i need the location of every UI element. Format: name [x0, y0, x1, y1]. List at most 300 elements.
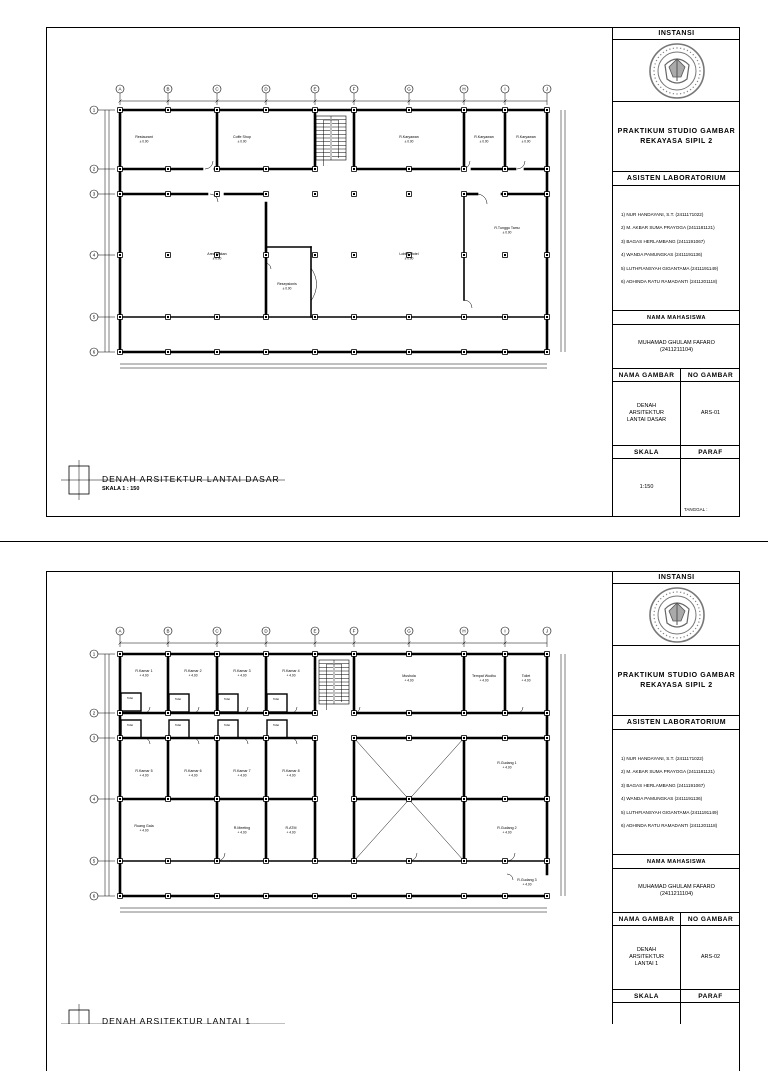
- room-label: R.Gudang 2: [497, 826, 517, 830]
- room-label: Toilet: [272, 724, 280, 727]
- column-core: [504, 712, 506, 714]
- mahasiswa-cell: [613, 324, 740, 368]
- column-core: [167, 895, 169, 897]
- grid-bubble-row-label: 2: [92, 166, 96, 172]
- room-label: Toilet: [126, 724, 134, 727]
- logo-lettering-dot: [686, 634, 687, 635]
- logo-cell: [613, 39, 740, 101]
- column-core: [167, 798, 169, 800]
- bathroom: [218, 694, 238, 712]
- mahasiswa-nim: (2411211104): [659, 890, 694, 897]
- room-level: + 4.00: [139, 828, 149, 833]
- logo-lettering-dot: [676, 637, 677, 638]
- column-core: [463, 254, 465, 256]
- room-label: Area Makan: [207, 252, 227, 256]
- column-core: [216, 860, 218, 862]
- column-core: [314, 712, 316, 714]
- logo-lettering-dot: [699, 73, 700, 74]
- skala-value: 1:150: [639, 484, 654, 490]
- room-label: R.Gudang 3: [517, 878, 537, 882]
- column-core: [546, 895, 548, 897]
- room-label: R.Karyawan: [516, 135, 536, 139]
- asisten-item: 3) BAGAS HERLAMBANG (2411191067): [621, 238, 705, 244]
- logo-lettering-dot: [696, 80, 697, 81]
- paraf-label: PARAF: [698, 448, 723, 456]
- column-core: [265, 351, 267, 353]
- room-label: Toilet: [521, 674, 531, 678]
- logo-lettering-dot: [672, 47, 673, 48]
- logo-lettering-dot: [672, 591, 673, 592]
- column-core: [167, 653, 169, 655]
- column-core: [504, 109, 506, 111]
- logo-lettering-dot: [689, 88, 690, 89]
- column-core: [167, 737, 169, 739]
- grid-bubble-column-label: A: [118, 628, 122, 634]
- logo-lettering-dot: [679, 591, 680, 592]
- room-level: + 4.00: [139, 673, 149, 678]
- column-core: [119, 109, 121, 111]
- column-core: [216, 351, 218, 353]
- column-core: [119, 254, 121, 256]
- room-level: ± 0.00: [282, 286, 292, 291]
- project-title-line1: PRAKTIKUM STUDIO GAMBAR: [617, 671, 736, 679]
- room-label: R.Kamar 2: [184, 669, 202, 673]
- column-core: [167, 254, 169, 256]
- grid-bubble-column-label: F: [352, 86, 356, 92]
- column-core: [216, 109, 218, 111]
- paraf-label: PARAF: [698, 992, 723, 1000]
- grid-bubble-row-label: 3: [92, 735, 96, 741]
- column-core: [463, 316, 465, 318]
- logo-lettering-dot: [683, 92, 684, 93]
- column-core: [463, 712, 465, 714]
- logo-lettering-dot: [679, 93, 680, 94]
- grid-bubble-column-label: B: [166, 628, 170, 634]
- logo-lettering-dot: [657, 56, 658, 57]
- column-core: [265, 254, 267, 256]
- room-level: + 4.00: [188, 773, 198, 778]
- logo-lettering-dot: [676, 93, 677, 94]
- room-label: R.ATM: [285, 826, 297, 830]
- logo-lettering-dot: [699, 617, 700, 618]
- column-core: [463, 737, 465, 739]
- column-core: [504, 737, 506, 739]
- room-label: R.Karyawan: [474, 135, 494, 139]
- grid-bubble-row-label: 6: [92, 349, 96, 355]
- column-core: [504, 895, 506, 897]
- logo-lettering-dot: [657, 600, 658, 601]
- ground-floor-plan: [47, 28, 612, 516]
- column-core: [546, 860, 548, 862]
- column-core: [463, 168, 465, 170]
- asisten-list: [613, 729, 740, 854]
- scale-label-row: [613, 989, 740, 1002]
- column-core: [216, 737, 218, 739]
- project-title-line2: REKAYASA SIPIL 2: [640, 137, 713, 145]
- door-swing: [464, 300, 472, 308]
- room-label: Toilet: [223, 698, 231, 701]
- asisten-item: 4) WANDA PAMUNGKAS (2411191136): [621, 796, 703, 801]
- asisten-item: 1) NUR HANDAYANI, S.T. (2411171022): [621, 211, 704, 217]
- logo-lettering-dot: [657, 83, 658, 84]
- bathroom: [169, 720, 189, 738]
- column-core: [167, 109, 169, 111]
- column-core: [463, 653, 465, 655]
- logo-lettering-dot: [694, 627, 695, 628]
- plan-title: DENAH ARSITEKTUR LANTAI DASAR: [102, 474, 280, 484]
- room-level: + 4.00: [479, 678, 489, 683]
- logo-lettering-dot: [689, 51, 690, 52]
- column-core: [119, 653, 121, 655]
- room-label: R.Kamar 8: [282, 769, 300, 773]
- column-core: [265, 316, 267, 318]
- column-core: [314, 737, 316, 739]
- logo-lettering-dot: [660, 630, 661, 631]
- column-core: [167, 193, 169, 195]
- bathroom: [267, 694, 287, 712]
- column-core: [353, 895, 355, 897]
- nama-gambar-label: NAMA GAMBAR: [618, 915, 675, 923]
- logo-lettering-dot: [654, 621, 655, 622]
- column-core: [504, 653, 506, 655]
- grid-bubble-row-label: 4: [92, 796, 96, 802]
- grid-bubble-column-label: C: [215, 86, 219, 92]
- logo-lettering-dot: [694, 83, 695, 84]
- column-core: [119, 316, 121, 318]
- room-label: Lobby Hotel: [399, 252, 419, 256]
- logo-lettering-dot: [669, 592, 670, 593]
- logo-lettering-dot: [660, 86, 661, 87]
- column-core: [504, 798, 506, 800]
- logo-cell: [613, 583, 740, 645]
- logo-lettering-dot: [654, 77, 655, 78]
- column-core: [463, 351, 465, 353]
- drawing-name-line3: LANTAI DASAR: [626, 417, 667, 423]
- room-level: ± 0.00: [237, 139, 247, 144]
- grid-bubble-row-label: 2: [92, 710, 96, 716]
- drawing-label-row: [613, 368, 740, 381]
- bathroom: [218, 720, 238, 738]
- drawing-value-row: [613, 925, 740, 989]
- column-core: [265, 737, 267, 739]
- room-label: Restaurant: [135, 135, 153, 139]
- logo-lettering-dot: [665, 593, 666, 594]
- logo-lettering-dot: [655, 80, 656, 81]
- drawing-name-line3: LANTAI 1: [634, 961, 659, 967]
- bathroom: [121, 693, 141, 711]
- logo-lettering-dot: [699, 66, 700, 67]
- no-gambar-label: NO GAMBAR: [687, 915, 734, 923]
- room-label: Tempat Wudhu: [471, 674, 497, 678]
- column-core: [216, 653, 218, 655]
- column-core: [546, 737, 548, 739]
- logo-lettering-dot: [669, 92, 670, 93]
- room-level: + 4.00: [286, 673, 296, 678]
- column-core: [504, 254, 506, 256]
- room-label: Toilet: [223, 724, 231, 727]
- plan-title: DENAH ARSITEKTUR LANTAI 1: [102, 1016, 252, 1026]
- column-core: [353, 168, 355, 170]
- title-block: [612, 571, 740, 1024]
- room-level: ± 0.00: [521, 139, 531, 144]
- room-level: + 4.00: [286, 830, 296, 835]
- logo-lettering-dot: [653, 70, 654, 71]
- column-core: [265, 653, 267, 655]
- logo-lettering-dot: [665, 90, 666, 91]
- grid-bubble-column-label: A: [118, 86, 122, 92]
- logo-lettering-dot: [683, 636, 684, 637]
- column-core: [353, 254, 355, 256]
- column-core: [408, 712, 410, 714]
- logo-lettering-dot: [686, 593, 687, 594]
- logo-lettering-dot: [665, 49, 666, 50]
- grid-bubble-column-label: H: [462, 628, 466, 634]
- door-swing: [477, 194, 487, 204]
- logo-lettering-dot: [669, 48, 670, 49]
- mahasiswa-name: MUHAMAD GHULAM FAFARO: [638, 339, 715, 346]
- asisten-list: [613, 185, 740, 310]
- column-core: [546, 653, 548, 655]
- column-core: [314, 193, 316, 195]
- room-level: ± 0.00: [212, 256, 222, 261]
- drawing-name-line1: DENAH: [636, 947, 657, 953]
- asisten-item: 5) LUTHFIANSYAH GIGANTAMA (2411191149): [621, 265, 719, 271]
- drawing-value-row: [613, 381, 740, 445]
- room-label: R.Meeting: [233, 826, 251, 830]
- logo-lettering-dot: [676, 591, 677, 592]
- logo-lettering-dot: [660, 598, 661, 599]
- door-swing: [205, 161, 213, 169]
- room-level: + 4.00: [237, 773, 247, 778]
- room-level: + 4.00: [237, 830, 247, 835]
- asisten-item: 6) ADHINDA RATU RAMADANTI (2411201118): [621, 279, 718, 284]
- room-label: Mushola: [402, 674, 416, 678]
- logo-lettering-dot: [683, 48, 684, 49]
- drawing-name-line1: DENAH: [636, 403, 657, 409]
- room-level: + 4.00: [404, 678, 414, 683]
- sheet-first-floor: [0, 542, 768, 1024]
- tanggal-label: TANGGAL :: [684, 507, 708, 512]
- room-label: R.Gudang 1: [497, 761, 517, 765]
- column-core: [353, 653, 355, 655]
- room-level: + 4.00: [521, 678, 531, 683]
- asisten-header: ASISTEN LABORATORIUM: [613, 171, 740, 185]
- logo-lettering-dot: [655, 59, 656, 60]
- column-core: [265, 860, 267, 862]
- grid-bubble-column-label: E: [313, 628, 317, 634]
- column-core: [408, 109, 410, 111]
- mahasiswa-name: MUHAMAD GHULAM FAFARO: [638, 883, 715, 890]
- logo-lettering-dot: [653, 73, 654, 74]
- logo-lettering-dot: [692, 86, 693, 87]
- column-core: [314, 895, 316, 897]
- column-core: [463, 860, 465, 862]
- drawing-name-line2: ARSITEKTUR: [629, 954, 664, 960]
- logo-lettering-dot: [672, 93, 673, 94]
- column-core: [167, 351, 169, 353]
- mahasiswa-header: NAMA MAHASISWA: [613, 854, 740, 868]
- column-core: [265, 712, 267, 714]
- asisten-item: 2) M. AKBAR SUMA PRAYOGA (2411181121): [621, 769, 715, 774]
- grid-bubble-column-label: C: [215, 628, 219, 634]
- column-core: [119, 168, 121, 170]
- column-core: [353, 798, 355, 800]
- column-core: [265, 895, 267, 897]
- logo-lettering-dot: [689, 632, 690, 633]
- mahasiswa-header: NAMA MAHASISWA: [613, 310, 740, 324]
- column-core: [408, 737, 410, 739]
- column-core: [314, 798, 316, 800]
- column-core: [546, 798, 548, 800]
- column-core: [119, 737, 121, 739]
- university-logo-icon: [647, 41, 707, 101]
- logo-lettering-dot: [654, 63, 655, 64]
- room-label: Toilet: [126, 697, 134, 700]
- column-core: [504, 860, 506, 862]
- grid-bubble-column-label: G: [407, 628, 411, 634]
- asisten-item: 1) NUR HANDAYANI, S.T. (2411171022): [621, 755, 704, 761]
- column-core: [546, 316, 548, 318]
- column-core: [119, 895, 121, 897]
- scale-value-row: [613, 458, 740, 516]
- column-core: [119, 860, 121, 862]
- column-core: [216, 712, 218, 714]
- room-level: + 4.00: [502, 830, 512, 835]
- column-core: [408, 316, 410, 318]
- column-core: [463, 109, 465, 111]
- room-level: ± 0.00: [404, 139, 414, 144]
- room-label: Toilet: [174, 724, 182, 727]
- column-core: [408, 653, 410, 655]
- room-label: R.Karyawan: [399, 135, 419, 139]
- logo-lettering-dot: [653, 66, 654, 67]
- column-core: [408, 193, 410, 195]
- column-core: [314, 351, 316, 353]
- column-core: [408, 798, 410, 800]
- logo-lettering-dot: [662, 51, 663, 52]
- grid-bubble-row-label: 3: [92, 191, 96, 197]
- asisten-item: 4) WANDA PAMUNGKAS (2411191136): [621, 252, 703, 257]
- column-core: [463, 895, 465, 897]
- project-title: [613, 101, 740, 171]
- logo-lettering-dot: [696, 59, 697, 60]
- room-level: + 4.00: [286, 773, 296, 778]
- logo-lettering-dot: [698, 77, 699, 78]
- mahasiswa-nim: (2411211104): [659, 346, 694, 353]
- grid-bubble-column-label: D: [264, 628, 268, 634]
- column-core: [314, 168, 316, 170]
- room-label: R.Kamar 3: [233, 669, 251, 673]
- grid-bubble-column-label: G: [407, 86, 411, 92]
- bathroom: [169, 694, 189, 712]
- room-label: Toilet: [174, 698, 182, 701]
- column-core: [314, 254, 316, 256]
- column-core: [546, 168, 548, 170]
- grid-bubble-row-label: 1: [92, 107, 96, 113]
- room-label: R.Tunggu Tamu: [494, 226, 520, 230]
- column-core: [265, 168, 267, 170]
- drawing-name-line2: ARSITEKTUR: [629, 410, 664, 416]
- room-level: + 4.00: [522, 882, 532, 887]
- project-title: [613, 645, 740, 715]
- logo-lettering-dot: [665, 634, 666, 635]
- instansi-header: INSTANSI: [658, 573, 695, 581]
- logo-lettering-dot: [662, 595, 663, 596]
- asisten-item: 2) M. AKBAR SUMA PRAYOGA (2411181121): [621, 225, 715, 230]
- logo-lettering-dot: [662, 88, 663, 89]
- column-core: [314, 653, 316, 655]
- skala-label: SKALA: [634, 448, 659, 456]
- logo-lettering-dot: [672, 637, 673, 638]
- mahasiswa-cell: [613, 868, 740, 912]
- room-level: + 4.00: [237, 673, 247, 678]
- logo-lettering-dot: [694, 56, 695, 57]
- grid-bubble-row-label: 5: [92, 858, 96, 864]
- logo-lettering-dot: [694, 600, 695, 601]
- room-label: R.Kamar 1: [135, 669, 153, 673]
- room-level: + 4.00: [139, 773, 149, 778]
- column-core: [119, 193, 121, 195]
- skala-label: SKALA: [634, 992, 659, 1000]
- room-label: Coffe Shop: [233, 135, 251, 139]
- column-core: [167, 168, 169, 170]
- grid-bubble-row-label: 1: [92, 651, 96, 657]
- logo-lettering-dot: [692, 598, 693, 599]
- column-core: [265, 798, 267, 800]
- logo-lettering-dot: [669, 636, 670, 637]
- logo-lettering-dot: [698, 621, 699, 622]
- grid-bubble-column-label: E: [313, 86, 317, 92]
- first-floor-plan: [47, 572, 612, 1024]
- grid-bubble-column-label: J: [545, 628, 549, 634]
- room-label: R.Kamar 6: [184, 769, 202, 773]
- logo-lettering-dot: [686, 90, 687, 91]
- instansi-header: INSTANSI: [658, 29, 695, 37]
- column-core: [167, 316, 169, 318]
- column-core: [167, 712, 169, 714]
- room-label: R.Kamar 4: [282, 669, 300, 673]
- grid-bubble-column-label: B: [166, 86, 170, 92]
- column-core: [265, 193, 267, 195]
- column-core: [504, 168, 506, 170]
- column-core: [314, 109, 316, 111]
- grid-bubble-row-label: 4: [92, 252, 96, 258]
- drawing-number: ARS-02: [700, 954, 721, 960]
- door-swing: [507, 874, 513, 880]
- column-core: [408, 168, 410, 170]
- column-core: [463, 193, 465, 195]
- room-label: Toilet: [272, 698, 280, 701]
- logo-lettering-dot: [698, 607, 699, 608]
- column-core: [216, 168, 218, 170]
- column-core: [504, 351, 506, 353]
- column-core: [408, 860, 410, 862]
- logo-lettering-dot: [660, 54, 661, 55]
- logo-lettering-dot: [692, 630, 693, 631]
- column-core: [353, 860, 355, 862]
- logo-lettering-dot: [679, 637, 680, 638]
- logo-lettering-dot: [676, 47, 677, 48]
- room-level: + 4.00: [188, 673, 198, 678]
- column-core: [546, 351, 548, 353]
- column-core: [216, 798, 218, 800]
- logo-lettering-dot: [657, 627, 658, 628]
- room-level: ± 0.00: [404, 256, 414, 261]
- room-label: Ruang Gala: [134, 824, 154, 828]
- logo-lettering-dot: [654, 607, 655, 608]
- grid-bubble-column-label: D: [264, 86, 268, 92]
- column-core: [353, 737, 355, 739]
